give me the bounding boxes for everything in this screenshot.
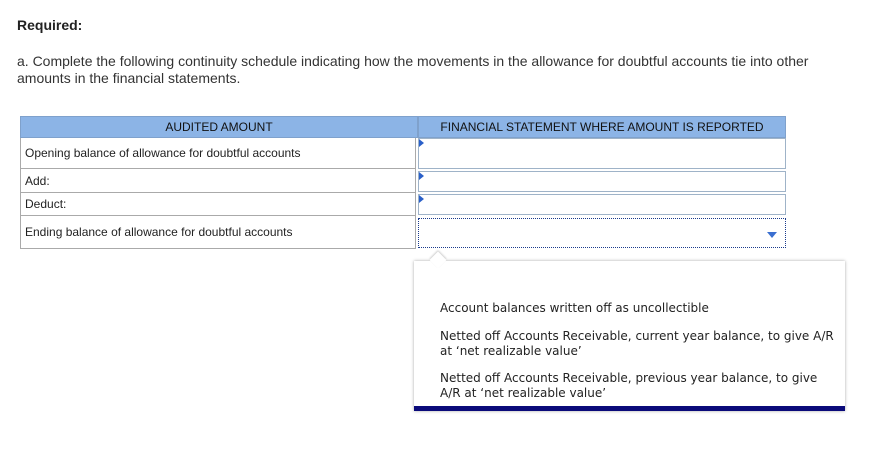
dropdown-option-written-off[interactable]: Account balances written off as uncollectible <box>440 301 709 315</box>
row-deduct: Deduct: <box>20 193 416 216</box>
dropdown-option-current-year[interactable]: Netted off Accounts Receivable, current year balance, to give A/R at ‘net realizable value’ <box>440 329 834 358</box>
question-text: a. Complete the following continuity schedule indicating how the movements in the allowance for doubtful accounts tie into other amounts in the financial statements. <box>17 53 809 86</box>
row-opening-balance: Opening balance of allowance for doubtful accounts <box>20 138 416 169</box>
dropdown-option-previous-year[interactable]: Netted off Accounts Receivable, previous year balance, to give A/R at ‘net realizable value’ <box>440 371 818 400</box>
row-add: Add: <box>20 169 416 193</box>
statement-header: FINANCIAL STATEMENT WHERE AMOUNT IS REPORTED <box>418 116 786 138</box>
dropdown-menu <box>414 261 845 411</box>
corner-flag-icon <box>419 139 424 147</box>
audited-amount-header: AUDITED AMOUNT <box>20 116 418 138</box>
required-heading: Required: <box>17 17 83 33</box>
opening-balance-statement-select[interactable] <box>418 138 786 169</box>
deduct-statement-select[interactable] <box>418 194 786 215</box>
corner-flag-icon <box>419 172 424 180</box>
corner-flag-icon <box>419 195 424 203</box>
ending-balance-statement-select[interactable] <box>418 218 786 248</box>
row-ending-balance: Ending balance of allowance for doubtful accounts <box>20 216 416 249</box>
chevron-down-icon[interactable] <box>767 232 777 238</box>
dropdown-notch <box>430 252 447 269</box>
add-statement-select[interactable] <box>418 171 786 192</box>
